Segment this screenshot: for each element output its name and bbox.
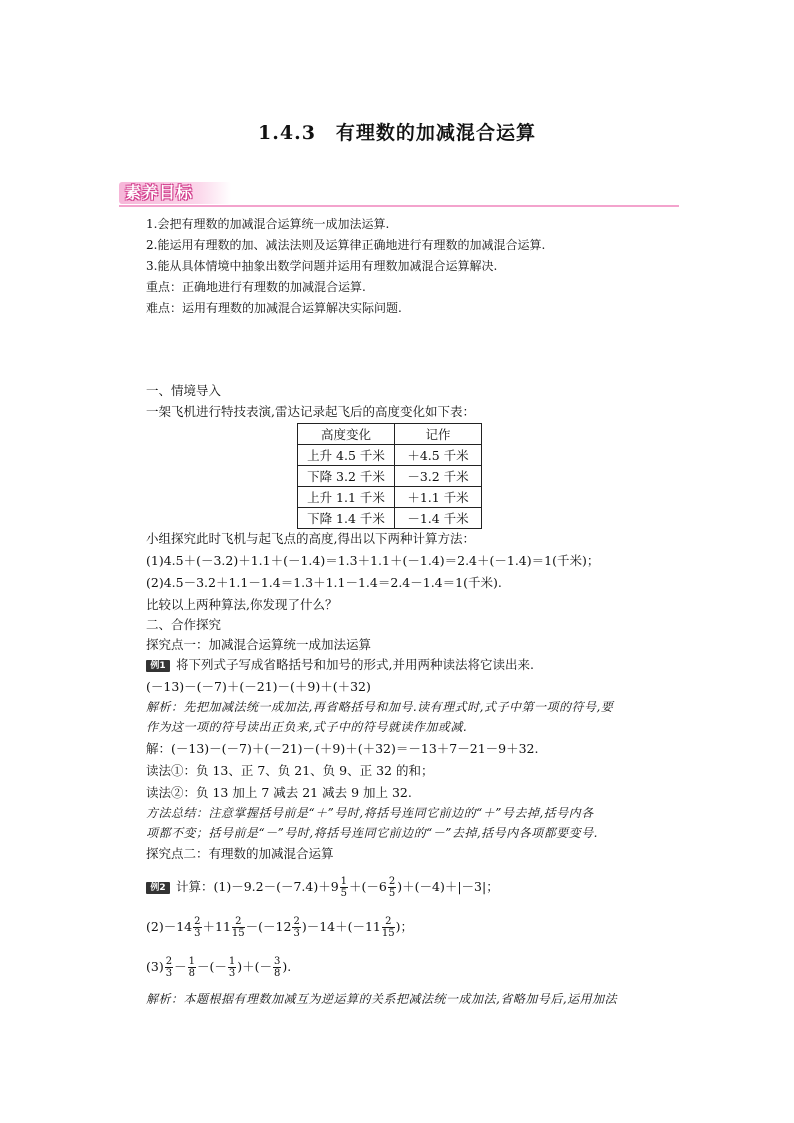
fraction-numerator: 1 [228,956,236,967]
fraction-denominator: 3 [293,928,300,939]
explore-point-2: 探究点二：有理数的加减混合运算 [146,846,334,861]
table-row [298,466,482,487]
example-1-text: 将下列式子写成省略括号和加号的形式,并用两种读法将它读出来. [176,657,534,672]
banner-label: 素养目标 [125,183,194,202]
fraction [273,956,281,979]
fraction [340,876,348,899]
example-1-solution: 解：(－13)－(－7)＋(－21)－(＋9)＋(＋32)＝－13＋7－21－9＋32. [146,741,539,756]
math-text: ＋11 [202,919,231,934]
fraction-denominator: 8 [188,968,195,979]
objective-3: 3.能从具体情境中抽象出数学问题并运用有理数加减混合运算解决. [146,259,498,273]
height-change-table [297,423,482,529]
math-text: ＋(－6 [349,879,387,894]
table-cell: －3.2 千米 [395,466,482,487]
key-point: 重点：正确地进行有理数的加减混合运算. [146,280,366,294]
fraction-denominator: 5 [340,888,348,899]
fraction [232,916,245,939]
example-1-reading-2: 读法②：负 13 加上 7 减去 21 减去 9 加上 32. [146,785,412,800]
math-text: (2)－14 [146,919,193,934]
table-cell: 下降 3.2 千米 [298,466,395,487]
fraction-denominator: 5 [388,888,396,899]
difficult-point: 难点：运用有理数的加减混合运算解决实际问题. [146,301,402,315]
example-1 [146,656,534,674]
table-cell: 下降 1.4 千米 [298,508,395,529]
explore-text: 小组探究此时飞机与起飞点的高度,得出以下两种计算方法： [146,531,475,546]
fraction-numerator: 1 [340,876,348,887]
table-row [298,508,482,529]
table-row [298,445,482,466]
example-1-analysis-line1: 解析：先把加减法统一成加法,再省略括号和加号.读有理式时,式子中第一项的符号,要 [146,700,614,714]
math-text: )； [395,919,414,934]
fraction [188,956,196,979]
explore-point-1: 探究点一：加减混合运算统一成加法运算 [146,637,372,652]
fraction-numerator: 2 [382,916,395,928]
table-cell: ＋4.5 千米 [395,445,482,466]
method-1: (1)4.5＋(－3.2)＋1.1＋(－1.4)＝1.3＋1.1＋(－1.4)＝2.4＋(－1.4)＝1(千米)； [146,553,600,568]
math-text: －(－12 [245,919,292,934]
fraction-denominator: 3 [165,968,173,979]
math-text: ). [282,959,292,974]
fraction-denominator: 15 [231,928,245,939]
math-text: 计算：(1)－9.2－(－7.4)＋9 [176,879,339,894]
example-1-analysis-line2: 作为这一项的符号读出正负来,式子中的符号就读作加或减. [146,720,468,734]
table-header: 高度变化 [298,424,395,445]
fraction-denominator: 3 [228,968,236,979]
fraction-numerator: 2 [232,916,245,928]
fraction-numerator: 2 [388,876,396,887]
banner-divider [119,205,679,207]
section-banner [119,182,231,204]
math-text: )－14＋(－11 [301,919,381,934]
fraction-denominator: 15 [381,928,395,939]
method-summary-line2: 项都不变；括号前是“－”号时,将括号连同它前边的“－”去掉,括号内各项都要变号. [146,826,598,840]
fraction-numerator: 2 [165,956,173,967]
compare-question: 比较以上两种算法,你发现了什么？ [146,597,338,612]
math-text: )＋(－ [237,959,273,974]
fraction-numerator: 3 [274,956,281,967]
fraction [165,956,173,979]
fraction-numerator: 2 [194,916,201,927]
page-title: 1.4.3 有理数的加减混合运算 [258,122,536,144]
fraction-denominator: 8 [274,968,281,979]
table-header: 记作 [395,424,482,445]
section-heading-2: 二、合作探究 [146,617,222,632]
fraction [382,916,395,939]
math-text: － [174,959,187,974]
section-heading-1: 一、情境导入 [146,383,222,398]
fraction [292,916,300,939]
fraction-numerator: 1 [188,956,195,967]
example-2-line-3 [146,954,291,980]
fraction-denominator: 3 [194,928,201,939]
example-1-reading-1: 读法①：负 13、正 7、负 21、负 9、正 32 的和； [146,763,434,778]
table-row [298,487,482,508]
table-cell: 上升 4.5 千米 [298,445,395,466]
intro-text: 一架飞机进行特技表演,雷达记录起飞后的高度变化如下表： [146,404,475,419]
math-text: )＋(－4)＋|－3|； [397,879,499,894]
fraction [228,956,236,979]
fraction [193,916,201,939]
table-cell: 上升 1.1 千米 [298,487,395,508]
table-cell: ＋1.1 千米 [395,487,482,508]
method-summary-line1: 方法总结：注意掌握括号前是“＋”号时,将括号连同它前边的“＋”号去掉,括号内各 [146,806,594,820]
objective-1: 1.会把有理数的加减混合运算统一成加法运算. [146,217,390,231]
fraction [388,876,396,899]
example-2-analysis: 解析：本题根据有理数加减互为逆运算的关系把减法统一成加法,省略加号后,运用加法 [146,992,618,1006]
example-2-badge: 例2 [146,882,170,894]
objective-2: 2.能运用有理数的加、减法法则及运算律正确地进行有理数的加减混合运算. [146,238,546,252]
method-2: (2)4.5－3.2＋1.1－1.4＝1.3＋1.1－1.4＝2.4－1.4＝1(千米). [146,575,502,590]
math-text: －(－ [196,959,227,974]
math-text: (3) [146,959,164,974]
example-2-line-2 [146,914,413,940]
example-2-line-1 [146,874,499,900]
example-1-expression: (－13)－(－7)＋(－21)－(＋9)＋(＋32) [146,679,371,694]
table-cell: －1.4 千米 [395,508,482,529]
example-1-badge: 例1 [146,660,170,672]
fraction-numerator: 2 [293,916,300,927]
table-header-row [298,424,482,445]
